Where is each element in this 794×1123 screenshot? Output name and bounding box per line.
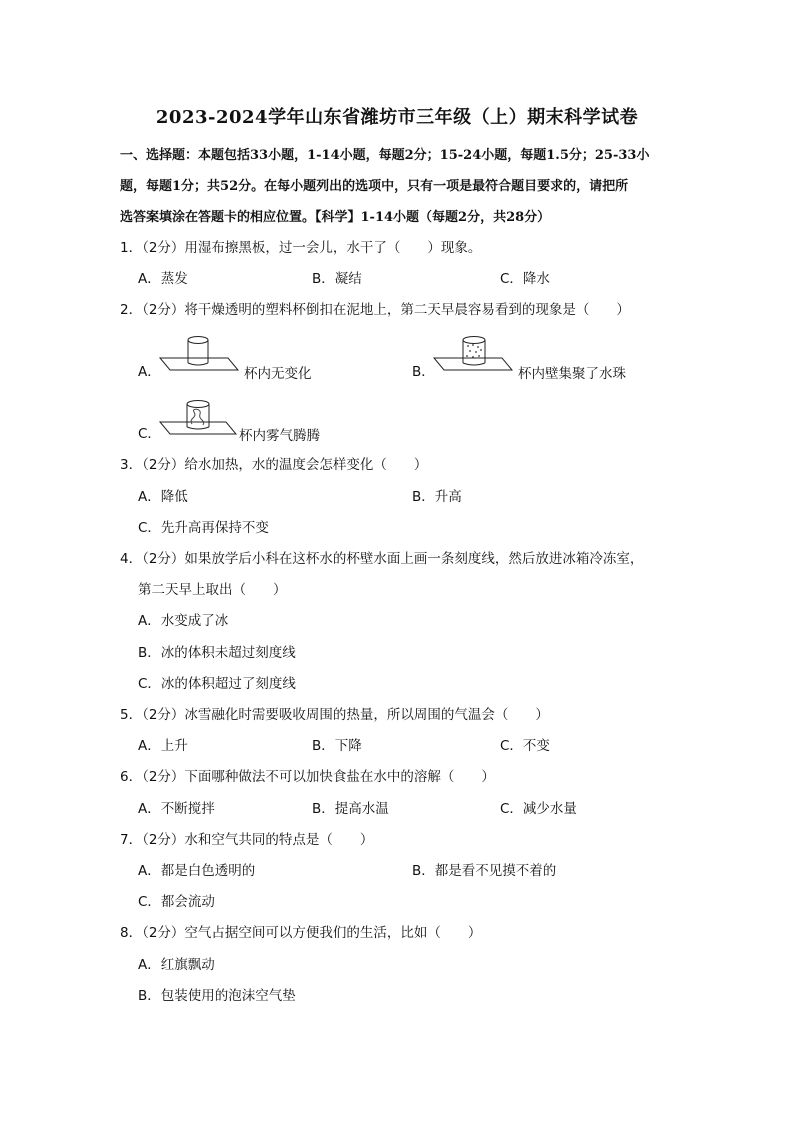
- question-7-stem: 7．（2分）水和空气共同的特点是（ ）: [120, 832, 374, 848]
- question-3-option-c: C．先升高再保持不变: [138, 520, 269, 536]
- question-4-option-b: B．冰的体积未超过刻度线: [138, 645, 296, 661]
- question-6-option-c: C．减少水量: [500, 801, 577, 817]
- question-3-option-a: A．降低: [138, 489, 188, 505]
- cup-fog-figure: [158, 396, 238, 440]
- question-2-option-b-letter: B．: [412, 364, 435, 380]
- cup-no-change-figure: [158, 330, 240, 374]
- section-instructions-line-2: 题，每题1分；共52分。在每小题列出的选项中，只有一项是最符合题目要求的，请把所: [120, 179, 629, 194]
- question-4-stem-line-1: 4．（2分）如果放学后小科在这杯水的杯壁水面上画一条刻度线，然后放进冰箱冷冻室，: [120, 551, 644, 567]
- question-1-stem: 1．（2分）用湿布擦黑板，过一会儿，水干了（ ）现象。: [120, 240, 482, 256]
- question-1-option-b: B．凝结: [312, 271, 362, 287]
- question-7-option-a: A．都是白色透明的: [138, 863, 256, 879]
- question-2-option-a-text: 杯内无变化: [244, 366, 312, 382]
- question-8-option-a: A．红旗飘动: [138, 957, 215, 973]
- section-instructions-line-3: 选答案填涂在答题卡的相应位置。【科学】1-14小题（每题2分，共28分）: [120, 210, 551, 225]
- cup-water-droplets-figure: [432, 330, 514, 374]
- question-3-option-b: B．升高: [412, 489, 462, 505]
- question-8-option-b: B．包装使用的泡沫空气垫: [138, 988, 296, 1004]
- question-2-option-a-letter: A．: [138, 364, 161, 380]
- page-title: 2023-2024学年山东省潍坊市三年级（上）期末科学试卷: [155, 107, 639, 128]
- question-2-option-c-letter: C．: [138, 426, 161, 442]
- question-5-option-b: B．下降: [312, 738, 362, 754]
- question-2-stem: 2．（2分）将干燥透明的塑料杯倒扣在泥地上，第二天早晨容易看到的现象是（ ）: [120, 302, 630, 318]
- question-5-stem: 5．（2分）冰雪融化时需要吸收周围的热量，所以周围的气温会（ ）: [120, 707, 549, 723]
- question-2-option-c-text: 杯内雾气腾腾: [239, 428, 320, 444]
- question-4-stem-line-2: 第二天早上取出（ ）: [138, 582, 287, 598]
- question-2-option-b-text: 杯内壁集聚了水珠: [518, 366, 626, 382]
- question-8-stem: 8．（2分）空气占据空间可以方便我们的生活，比如（ ）: [120, 925, 482, 941]
- question-6-option-a: A．不断搅拌: [138, 801, 215, 817]
- question-1-option-c: C．降水: [500, 271, 550, 287]
- question-4-option-c: C．冰的体积超过了刻度线: [138, 676, 296, 692]
- question-3-stem: 3．（2分）给水加热，水的温度会怎样变化（ ）: [120, 457, 428, 473]
- question-6-option-b: B．提高水温: [312, 801, 389, 817]
- question-7-option-b: B．都是看不见摸不着的: [412, 863, 557, 879]
- question-1-option-a: A．蒸发: [138, 271, 188, 287]
- section-instructions-line-1: 一、选择题：本题包括33小题，1-14小题，每题2分；15-24小题，每题1.5分；25-33小: [120, 148, 650, 163]
- question-4-option-a: A．水变成了冰: [138, 613, 229, 629]
- question-6-stem: 6．（2分）下面哪种做法不可以加快食盐在水中的溶解（ ）: [120, 769, 495, 785]
- question-5-option-c: C．不变: [500, 738, 550, 754]
- question-5-option-a: A．上升: [138, 738, 188, 754]
- question-7-option-c: C．都会流动: [138, 894, 215, 910]
